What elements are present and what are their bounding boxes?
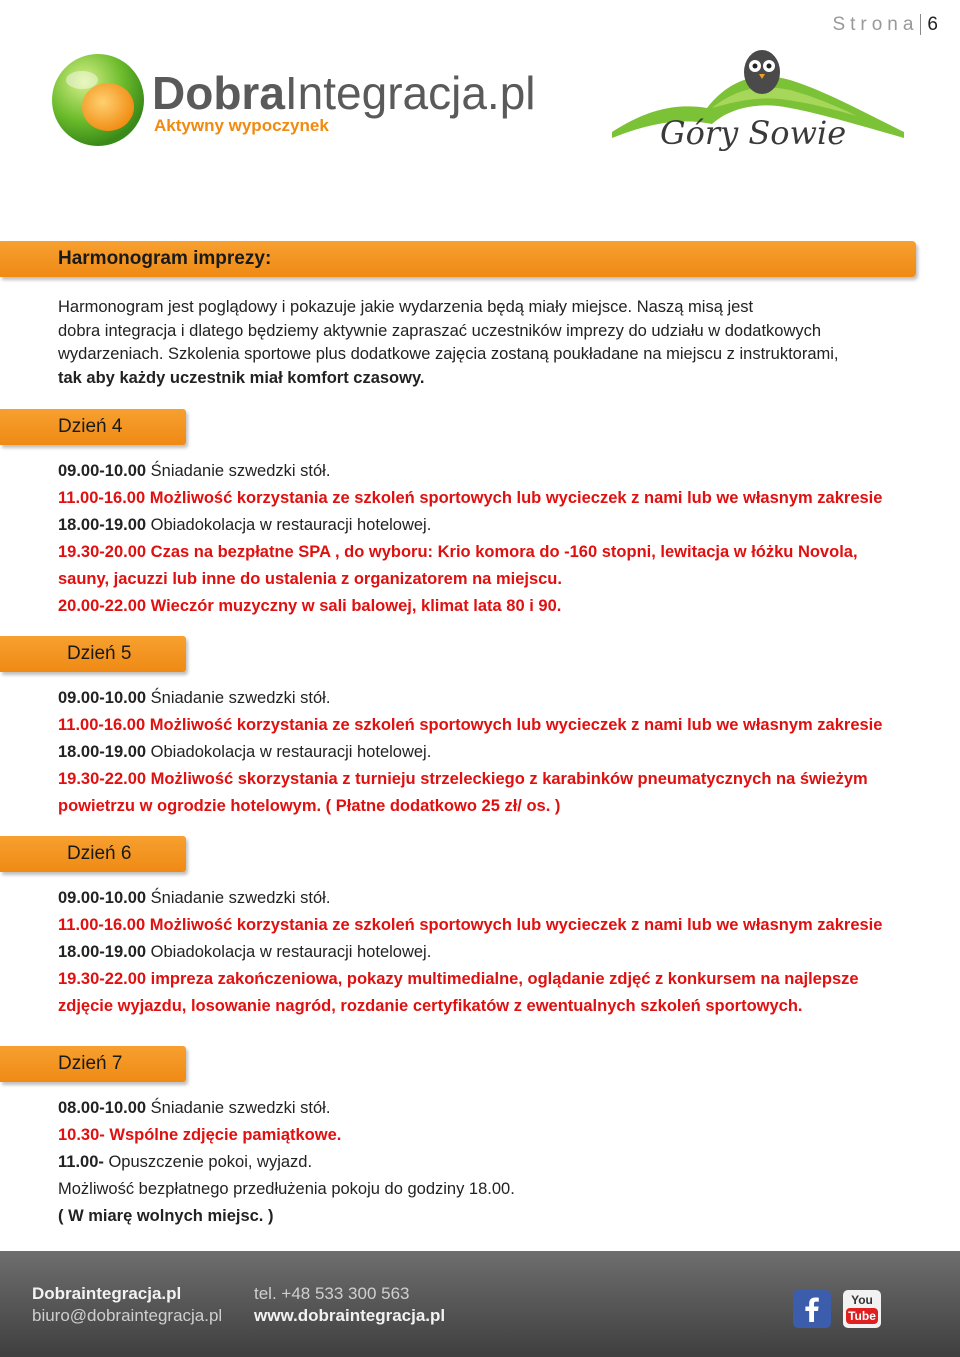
schedule-item: ( W miarę wolnych miejsc. ) xyxy=(58,1207,274,1225)
schedule-item: 20.00-22.00 Wieczór muzyczny w sali balowej, klimat lata 80 i 90. xyxy=(58,597,562,615)
schedule-item: 18.00-19.00 Obiadokolacja w restauracji hotelowej. xyxy=(58,943,432,961)
schedule-item: 09.00-10.00 Śniadanie szwedzki stół. xyxy=(58,889,331,907)
page-number: Strona 6 xyxy=(832,14,938,35)
schedule-item-continuation: sauny, jacuzzi lub inne do ustalenia z organizatorem na miejscu. xyxy=(58,570,562,588)
footer-site: Dobraintegracja.pl xyxy=(32,1284,182,1303)
schedule-item: 18.00-19.00 Obiadokolacja w restauracji hotelowej. xyxy=(58,743,432,761)
schedule-item: 18.00-19.00 Obiadokolacja w restauracji hotelowej. xyxy=(58,516,432,534)
footer-email: biuro@dobraintegracja.pl xyxy=(32,1306,223,1325)
schedule-item-continuation: zdjęcie wyjazdu, losowanie nagród, rozdanie certyfikatów z ewentualnych szkoleń sportowych. xyxy=(58,997,803,1015)
facebook-icon[interactable] xyxy=(793,1290,831,1328)
day-5-header: Dzień 5 xyxy=(0,636,186,672)
intro-line: dobra integracja i dlatego będziemy aktywnie zapraszać uczestników imprezy do udziału w dodatkowych xyxy=(58,321,822,340)
intro-line: tak aby każdy uczestnik miał komfort czasowy. xyxy=(58,368,425,387)
schedule-item: 11.00-16.00 Możliwość korzystania ze szkoleń sportowych lub wycieczek z nami lub we własnym zakresie xyxy=(58,489,883,507)
intro-line: Harmonogram jest poglądowy i pokazuje jakie wydarzenia będą miały miejsce. Naszą misą jest xyxy=(58,298,754,316)
day-4-header: Dzień 4 xyxy=(0,409,186,445)
schedule-item: 11.00-16.00 Możliwość korzystania ze szkoleń sportowych lub wycieczek z nami lub we własnym zakresie xyxy=(58,916,883,934)
dobraintegracja-logo: DobraIntegracja.pl Aktywny wypoczynek xyxy=(50,52,530,152)
section-title: Harmonogram imprezy: xyxy=(58,248,272,269)
schedule-item: 11.00-16.00 Możliwość korzystania ze szkoleń sportowych lub wycieczek z nami lub we własnym zakresie xyxy=(58,716,883,734)
day-6-header: Dzień 6 xyxy=(0,836,186,872)
youtube-icon[interactable]: You Tube xyxy=(843,1290,881,1328)
schedule-item: 10.30- Wspólne zdjęcie pamiątkowe. xyxy=(58,1126,342,1144)
schedule-item: 09.00-10.00 Śniadanie szwedzki stół. xyxy=(58,462,331,480)
ball-icon xyxy=(50,52,150,152)
schedule-item: 19.30-20.00 Czas na bezpłatne SPA , do wyboru: Krio komora do -160 stopni, lewitacja w łóżku Novola, xyxy=(58,543,858,561)
schedule-item: 19.30-22.00 Możliwość skorzystania z turnieju strzeleckiego z karabinków pneumatycznych na świeżym xyxy=(58,770,868,788)
schedule-item-continuation: powietrzu w ogrodzie hotelowym. ( Płatne dodatkowo 25 zł/ os. ) xyxy=(58,797,561,815)
schedule-item: Możliwość bezpłatnego przedłużenia pokoju do godziny 18.00. xyxy=(58,1180,515,1198)
schedule-item: 11.00- Opuszczenie pokoi, wyjazd. xyxy=(58,1153,313,1171)
day-7-header: Dzień 7 xyxy=(0,1046,186,1082)
intro-paragraph xyxy=(58,296,918,390)
schedule-item: 19.30-22.00 impreza zakończeniowa, pokazy multimedialne, oglądanie zdjęć z konkursem na najlepsze xyxy=(58,970,859,988)
schedule-item: 08.00-10.00 Śniadanie szwedzki stół. xyxy=(58,1099,331,1117)
footer-phone: tel. +48 533 300 563 xyxy=(254,1284,410,1303)
gory-sowie-logo: Góry Sowie xyxy=(612,46,908,162)
section-header xyxy=(0,241,916,277)
intro-line: wydarzeniach. Szkolenia sportowe plus dodatkowe zajęcia zostaną poukładane na miejscu z instruktorami, xyxy=(58,345,839,364)
schedule-item: 09.00-10.00 Śniadanie szwedzki stół. xyxy=(58,689,331,707)
footer-www: www.dobraintegracja.pl xyxy=(254,1306,446,1325)
